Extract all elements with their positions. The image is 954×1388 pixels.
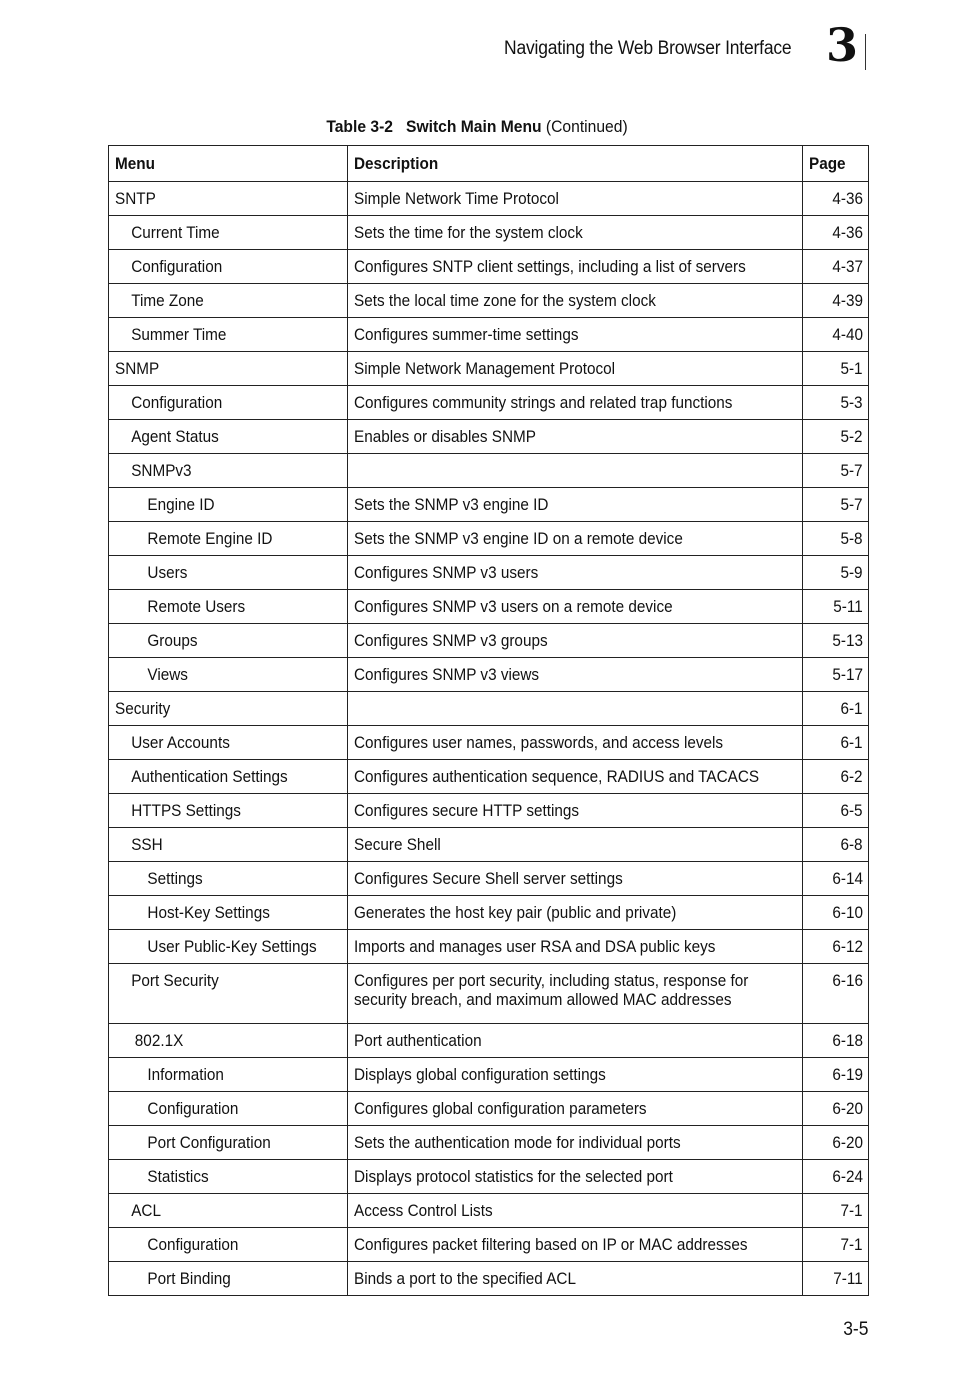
- page-cell: 6-18: [803, 1024, 869, 1058]
- table-row: [109, 556, 869, 590]
- menu-cell: SSH: [109, 828, 348, 862]
- menu-cell: Configuration: [109, 250, 348, 284]
- page-cell: 6-10: [803, 896, 869, 930]
- description-cell: Simple Network Management Protocol: [348, 352, 803, 386]
- table-row: [109, 284, 869, 318]
- chapter-number: 3: [826, 18, 859, 72]
- menu-cell: Port Configuration: [109, 1126, 348, 1160]
- description-cell: Port authentication: [348, 1024, 803, 1058]
- description-cell: Configures global configuration parameters: [348, 1092, 803, 1126]
- description-cell: Sets the time for the system clock: [348, 216, 803, 250]
- description-cell: Sets the SNMP v3 engine ID: [348, 488, 803, 522]
- description-cell: Binds a port to the specified ACL: [348, 1262, 803, 1296]
- table-caption-title: Switch Main Menu: [406, 117, 542, 136]
- page-cell: 5-8: [803, 522, 869, 556]
- page-cell: 6-20: [803, 1126, 869, 1160]
- menu-cell: Remote Engine ID: [109, 522, 348, 556]
- page-cell: 5-9: [803, 556, 869, 590]
- page-cell: 5-13: [803, 624, 869, 658]
- table-row: [109, 1092, 869, 1126]
- menu-cell: User Accounts: [109, 726, 348, 760]
- menu-cell: Current Time: [109, 216, 348, 250]
- page-cell: 6-14: [803, 862, 869, 896]
- table-row: [109, 386, 869, 420]
- menu-cell: User Public-Key Settings: [109, 930, 348, 964]
- page-cell: 6-20: [803, 1092, 869, 1126]
- page-cell: 4-36: [803, 216, 869, 250]
- page-cell: 5-7: [803, 488, 869, 522]
- description-cell: Configures user names, passwords, and access levels: [348, 726, 803, 760]
- table-row: [109, 862, 869, 896]
- table-row: [109, 1262, 869, 1296]
- table-row: [109, 488, 869, 522]
- description-cell: Configures Secure Shell server settings: [348, 862, 803, 896]
- page-cell: 6-16: [803, 964, 869, 1024]
- menu-cell: Information: [109, 1058, 348, 1092]
- table-row: [109, 1228, 869, 1262]
- table-row: [109, 1126, 869, 1160]
- menu-cell: Summer Time: [109, 318, 348, 352]
- description-cell: Configures SNMP v3 users on a remote device: [348, 590, 803, 624]
- running-header-title: Navigating the Web Browser Interface: [504, 38, 792, 59]
- description-cell: Configures packet filtering based on IP or MAC addresses: [348, 1228, 803, 1262]
- menu-cell: SNTP: [109, 182, 348, 216]
- description-cell: Simple Network Time Protocol: [348, 182, 803, 216]
- page-cell: 6-12: [803, 930, 869, 964]
- table-row: [109, 1194, 869, 1228]
- page-cell: 5-17: [803, 658, 869, 692]
- column-header-page: Page: [803, 146, 869, 182]
- table-caption-suffix: (Continued): [545, 117, 628, 136]
- menu-cell: Authentication Settings: [109, 760, 348, 794]
- menu-cell: Groups: [109, 624, 348, 658]
- menu-cell: Agent Status: [109, 420, 348, 454]
- description-cell: Configures per port security, including status, response for security breach, and maximum allowed MAC addresses: [348, 964, 803, 1024]
- table-row: [109, 420, 869, 454]
- description-cell: [348, 692, 803, 726]
- menu-cell: Settings: [109, 862, 348, 896]
- table-row: [109, 726, 869, 760]
- table-row: [109, 352, 869, 386]
- description-cell: Configures SNMP v3 users: [348, 556, 803, 590]
- page-cell: 6-19: [803, 1058, 869, 1092]
- menu-cell: Security: [109, 692, 348, 726]
- table-row: [109, 318, 869, 352]
- menu-cell: Engine ID: [109, 488, 348, 522]
- description-cell: Displays protocol statistics for the selected port: [348, 1160, 803, 1194]
- description-cell: Sets the SNMP v3 engine ID on a remote device: [348, 522, 803, 556]
- menu-cell: Configuration: [109, 1228, 348, 1262]
- table-caption-label: Table 3-2: [326, 117, 393, 136]
- page-number: 3-5: [842, 1319, 868, 1340]
- page-cell: 4-39: [803, 284, 869, 318]
- table-row: [109, 1160, 869, 1194]
- page-cell: 6-2: [803, 760, 869, 794]
- table-row: [109, 182, 869, 216]
- page-cell: 6-1: [803, 726, 869, 760]
- menu-cell: SNMP: [109, 352, 348, 386]
- description-cell: Access Control Lists: [348, 1194, 803, 1228]
- table-row: [109, 624, 869, 658]
- table-row: [109, 250, 869, 284]
- menu-cell: Users: [109, 556, 348, 590]
- description-cell: Secure Shell: [348, 828, 803, 862]
- table-row: [109, 794, 869, 828]
- menu-cell: Remote Users: [109, 590, 348, 624]
- menu-cell: 802.1X: [109, 1024, 348, 1058]
- menu-cell: Host-Key Settings: [109, 896, 348, 930]
- menu-cell: HTTPS Settings: [109, 794, 348, 828]
- menu-cell: ACL: [109, 1194, 348, 1228]
- description-cell: Configures summer-time settings: [348, 318, 803, 352]
- table-row: [109, 1058, 869, 1092]
- description-cell: Configures SNMP v3 groups: [348, 624, 803, 658]
- table-row: [109, 896, 869, 930]
- description-cell: Configures authentication sequence, RADIUS and TACACS: [348, 760, 803, 794]
- menu-cell: Configuration: [109, 386, 348, 420]
- page-cell: 6-1: [803, 692, 869, 726]
- description-cell: Generates the host key pair (public and private): [348, 896, 803, 930]
- table-row: [109, 692, 869, 726]
- page-cell: 7-1: [803, 1194, 869, 1228]
- page-cell: 7-1: [803, 1228, 869, 1262]
- table-caption: [38, 117, 916, 137]
- table-row: [109, 658, 869, 692]
- switch-main-menu-table: [108, 145, 869, 1296]
- page-cell: 5-3: [803, 386, 869, 420]
- table-row: [109, 590, 869, 624]
- page-cell: 5-7: [803, 454, 869, 488]
- page-cell: 4-37: [803, 250, 869, 284]
- page-cell: 5-2: [803, 420, 869, 454]
- menu-cell: Time Zone: [109, 284, 348, 318]
- page-cell: 6-5: [803, 794, 869, 828]
- description-cell: Configures SNTP client settings, including a list of servers: [348, 250, 803, 284]
- table-row: [109, 930, 869, 964]
- column-header-menu: Menu: [109, 146, 348, 182]
- page-cell: 4-36: [803, 182, 869, 216]
- table-row: [109, 760, 869, 794]
- table-row: [109, 216, 869, 250]
- menu-cell: Statistics: [109, 1160, 348, 1194]
- description-cell: Sets the authentication mode for individual ports: [348, 1126, 803, 1160]
- page-cell: 6-24: [803, 1160, 869, 1194]
- table-body: [109, 182, 869, 1296]
- description-cell: Imports and manages user RSA and DSA public keys: [348, 930, 803, 964]
- menu-cell: SNMPv3: [109, 454, 348, 488]
- menu-cell: Port Security: [109, 964, 348, 1024]
- page-cell: 5-11: [803, 590, 869, 624]
- description-cell: Configures community strings and related trap functions: [348, 386, 803, 420]
- table-row: [109, 828, 869, 862]
- page-cell: 4-40: [803, 318, 869, 352]
- description-cell: Sets the local time zone for the system clock: [348, 284, 803, 318]
- column-header-description: Description: [348, 146, 803, 182]
- table-header-row: [109, 146, 869, 182]
- menu-cell: Configuration: [109, 1092, 348, 1126]
- menu-cell: Port Binding: [109, 1262, 348, 1296]
- table-row: [109, 1024, 869, 1058]
- description-cell: [348, 454, 803, 488]
- description-cell: Configures secure HTTP settings: [348, 794, 803, 828]
- page-cell: 5-1: [803, 352, 869, 386]
- page-cell: 6-8: [803, 828, 869, 862]
- menu-cell: Views: [109, 658, 348, 692]
- description-cell: Displays global configuration settings: [348, 1058, 803, 1092]
- table-row: [109, 522, 869, 556]
- page-cell: 7-11: [803, 1262, 869, 1296]
- description-cell: Configures SNMP v3 views: [348, 658, 803, 692]
- table-row: [109, 964, 869, 1024]
- chapter-divider: [865, 34, 866, 70]
- table-row: [109, 454, 869, 488]
- description-cell: Enables or disables SNMP: [348, 420, 803, 454]
